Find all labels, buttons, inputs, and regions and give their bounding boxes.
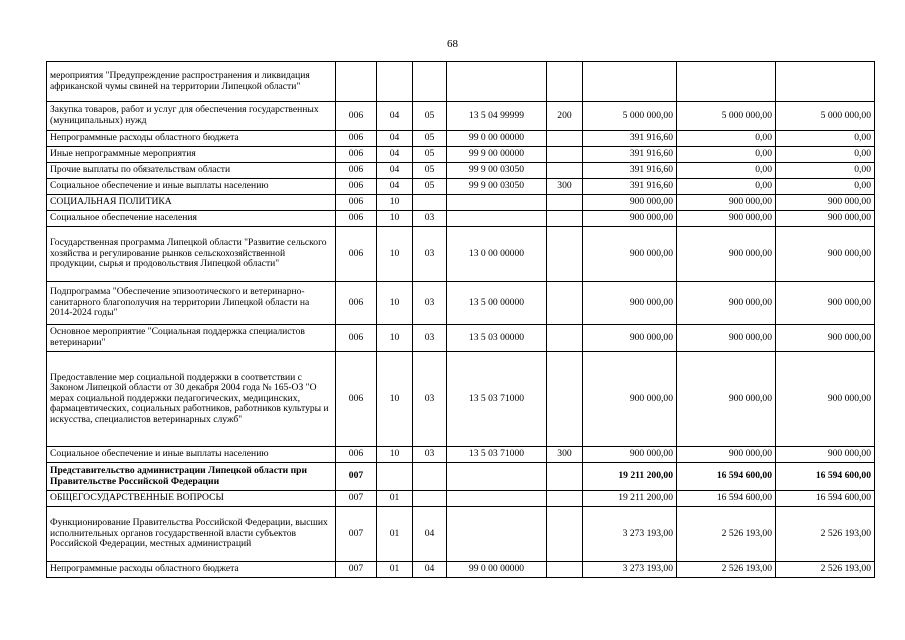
cell-csr: 13 5 00 00000 — [447, 282, 547, 325]
cell-name: Предоставление мер социальной поддержки в соответствии с Законом Липецкой области от 30 декабря 2004 года № 165-ОЗ "О мерах социальной поддержки педагогических, медицинских, фармацевтических, социальных работников, работников культуры и искусства, специалистов ветеринарных служб" — [47, 352, 336, 447]
cell-pr: 03 — [413, 211, 447, 227]
cell-amount-2: 2 526 193,00 — [677, 507, 776, 562]
table-row — [47, 507, 875, 562]
cell-name: Социальное обеспечение населения — [47, 211, 336, 227]
cell-amount-3: 900 000,00 — [776, 325, 875, 352]
cell-amount-2: 2 526 193,00 — [677, 562, 776, 578]
cell-rz — [377, 463, 413, 491]
cell-vr — [547, 163, 583, 179]
cell-rz: 04 — [377, 147, 413, 163]
cell-name: ОБЩЕГОСУДАРСТВЕННЫЕ ВОПРОСЫ — [47, 491, 336, 507]
cell-amount-3: 900 000,00 — [776, 227, 875, 282]
table-row — [47, 352, 875, 447]
table-row — [47, 227, 875, 282]
cell-ved: 006 — [336, 227, 377, 282]
cell-ved: 006 — [336, 179, 377, 195]
cell-amount-1: 19 211 200,00 — [583, 491, 677, 507]
cell-amount-3: 16 594 600,00 — [776, 491, 875, 507]
page-number: 68 — [447, 38, 458, 50]
cell-amount-1: 900 000,00 — [583, 352, 677, 447]
cell-name: Функционирование Правительства Российской Федерации, высших исполнительных органов государственной власти субъектов Российской Федерации, местных администраций — [47, 507, 336, 562]
cell-pr: 03 — [413, 325, 447, 352]
cell-rz: 04 — [377, 179, 413, 195]
cell-vr — [547, 62, 583, 102]
cell-csr — [447, 62, 547, 102]
cell-amount-2: 5 000 000,00 — [677, 102, 776, 131]
cell-ved: 006 — [336, 447, 377, 463]
cell-vr — [547, 282, 583, 325]
cell-pr — [413, 463, 447, 491]
cell-csr: 13 5 03 71000 — [447, 447, 547, 463]
cell-vr — [547, 147, 583, 163]
cell-amount-1: 900 000,00 — [583, 282, 677, 325]
cell-amount-1: 900 000,00 — [583, 211, 677, 227]
cell-name: мероприятия "Предупреждение распространения и ликвидация африканской чумы свиней на территории Липецкой области" — [47, 62, 336, 102]
cell-name: СОЦИАЛЬНАЯ ПОЛИТИКА — [47, 195, 336, 211]
cell-rz: 04 — [377, 131, 413, 147]
cell-name: Закупка товаров, работ и услуг для обеспечения государственных (муниципальных) нужд — [47, 102, 336, 131]
cell-amount-2: 900 000,00 — [677, 282, 776, 325]
cell-vr — [547, 211, 583, 227]
cell-ved: 006 — [336, 102, 377, 131]
cell-amount-2: 16 594 600,00 — [677, 463, 776, 491]
cell-amount-3: 5 000 000,00 — [776, 102, 875, 131]
cell-name: Иные непрограммные мероприятия — [47, 147, 336, 163]
table-row — [47, 325, 875, 352]
table-row — [47, 447, 875, 463]
cell-pr: 05 — [413, 131, 447, 147]
cell-amount-1: 391 916,60 — [583, 179, 677, 195]
cell-csr: 99 9 00 00000 — [447, 147, 547, 163]
cell-pr: 04 — [413, 507, 447, 562]
cell-amount-3: 16 594 600,00 — [776, 463, 875, 491]
cell-amount-2: 0,00 — [677, 131, 776, 147]
cell-pr: 03 — [413, 447, 447, 463]
table-row — [47, 463, 875, 491]
cell-ved: 006 — [336, 163, 377, 179]
cell-amount-2: 900 000,00 — [677, 447, 776, 463]
cell-rz: 10 — [377, 352, 413, 447]
cell-amount-2: 16 594 600,00 — [677, 491, 776, 507]
cell-vr: 300 — [547, 447, 583, 463]
cell-amount-3: 900 000,00 — [776, 352, 875, 447]
cell-pr — [413, 195, 447, 211]
cell-ved: 006 — [336, 325, 377, 352]
cell-rz: 10 — [377, 447, 413, 463]
cell-ved: 007 — [336, 507, 377, 562]
cell-name: Социальное обеспечение и иные выплаты населению — [47, 447, 336, 463]
cell-amount-3: 0,00 — [776, 179, 875, 195]
cell-name: Представительство администрации Липецкой области при Правительстве Российской Федерации — [47, 463, 336, 491]
cell-vr: 300 — [547, 179, 583, 195]
cell-amount-3: 0,00 — [776, 131, 875, 147]
cell-ved: 006 — [336, 147, 377, 163]
cell-vr — [547, 562, 583, 578]
table-row — [47, 491, 875, 507]
cell-csr — [447, 195, 547, 211]
cell-rz: 10 — [377, 282, 413, 325]
cell-amount-2: 900 000,00 — [677, 227, 776, 282]
cell-rz: 10 — [377, 195, 413, 211]
cell-amount-2 — [677, 62, 776, 102]
cell-pr: 05 — [413, 163, 447, 179]
cell-amount-2: 900 000,00 — [677, 352, 776, 447]
cell-csr: 99 0 00 00000 — [447, 131, 547, 147]
cell-amount-1: 5 000 000,00 — [583, 102, 677, 131]
cell-amount-1: 900 000,00 — [583, 227, 677, 282]
cell-ved: 006 — [336, 352, 377, 447]
cell-csr: 13 5 03 00000 — [447, 325, 547, 352]
cell-ved: 006 — [336, 282, 377, 325]
table-row — [47, 102, 875, 131]
cell-pr: 03 — [413, 282, 447, 325]
cell-amount-1: 19 211 200,00 — [583, 463, 677, 491]
budget-table — [46, 61, 875, 578]
cell-rz: 10 — [377, 325, 413, 352]
cell-ved: 007 — [336, 491, 377, 507]
cell-amount-1: 3 273 193,00 — [583, 507, 677, 562]
cell-amount-3: 2 526 193,00 — [776, 562, 875, 578]
cell-amount-3: 0,00 — [776, 147, 875, 163]
cell-ved: 006 — [336, 131, 377, 147]
cell-vr: 200 — [547, 102, 583, 131]
table-row — [47, 163, 875, 179]
cell-amount-2: 0,00 — [677, 163, 776, 179]
cell-name: Непрограммные расходы областного бюджета — [47, 562, 336, 578]
cell-amount-2: 900 000,00 — [677, 211, 776, 227]
cell-amount-3: 0,00 — [776, 163, 875, 179]
table-row — [47, 131, 875, 147]
cell-csr — [447, 463, 547, 491]
cell-ved: 006 — [336, 211, 377, 227]
cell-name: Прочие выплаты по обязательствам области — [47, 163, 336, 179]
cell-vr — [547, 491, 583, 507]
cell-vr — [547, 227, 583, 282]
cell-amount-2: 0,00 — [677, 147, 776, 163]
cell-vr — [547, 325, 583, 352]
cell-amount-1: 391 916,60 — [583, 147, 677, 163]
table-row — [47, 211, 875, 227]
cell-amount-3: 900 000,00 — [776, 195, 875, 211]
cell-csr: 13 5 03 71000 — [447, 352, 547, 447]
cell-name: Государственная программа Липецкой области "Развитие сельского хозяйства и регулирование рынков сельскохозяйственной продукции, сырья и продовольствия Липецкой области" — [47, 227, 336, 282]
cell-amount-2: 900 000,00 — [677, 325, 776, 352]
cell-rz: 01 — [377, 507, 413, 562]
table-row — [47, 147, 875, 163]
cell-pr — [413, 491, 447, 507]
cell-amount-3: 900 000,00 — [776, 211, 875, 227]
cell-rz: 04 — [377, 163, 413, 179]
cell-amount-2: 0,00 — [677, 179, 776, 195]
cell-rz: 01 — [377, 562, 413, 578]
table-row — [47, 179, 875, 195]
cell-pr: 03 — [413, 352, 447, 447]
cell-ved: 007 — [336, 562, 377, 578]
cell-amount-1 — [583, 62, 677, 102]
cell-amount-1: 391 916,60 — [583, 163, 677, 179]
cell-rz: 10 — [377, 227, 413, 282]
cell-amount-1: 900 000,00 — [583, 195, 677, 211]
cell-amount-3: 2 526 193,00 — [776, 507, 875, 562]
table-body — [47, 62, 875, 578]
cell-csr: 13 0 00 00000 — [447, 227, 547, 282]
table-row — [47, 195, 875, 211]
cell-amount-2: 900 000,00 — [677, 195, 776, 211]
cell-csr: 99 9 00 03050 — [447, 163, 547, 179]
cell-rz — [377, 62, 413, 102]
cell-pr: 05 — [413, 147, 447, 163]
cell-pr: 04 — [413, 562, 447, 578]
cell-csr: 13 5 04 99999 — [447, 102, 547, 131]
table-row — [47, 282, 875, 325]
cell-pr: 05 — [413, 102, 447, 131]
cell-vr — [547, 352, 583, 447]
cell-amount-3 — [776, 62, 875, 102]
cell-ved — [336, 62, 377, 102]
cell-amount-1: 391 916,60 — [583, 131, 677, 147]
cell-rz: 10 — [377, 211, 413, 227]
cell-csr — [447, 211, 547, 227]
cell-name: Основное мероприятие "Социальная поддержка специалистов ветеринарии" — [47, 325, 336, 352]
cell-pr — [413, 62, 447, 102]
cell-amount-3: 900 000,00 — [776, 447, 875, 463]
cell-csr: 99 9 00 03050 — [447, 179, 547, 195]
cell-pr: 05 — [413, 179, 447, 195]
cell-name: Подпрограмма "Обеспечение эпизоотического и ветеринарно-санитарного благополучия на территории Липецкой области на 2014-2024 годы" — [47, 282, 336, 325]
cell-rz: 04 — [377, 102, 413, 131]
cell-ved: 007 — [336, 463, 377, 491]
table-row — [47, 562, 875, 578]
cell-csr — [447, 507, 547, 562]
cell-rz: 01 — [377, 491, 413, 507]
cell-csr — [447, 491, 547, 507]
cell-vr — [547, 131, 583, 147]
cell-ved: 006 — [336, 195, 377, 211]
cell-vr — [547, 507, 583, 562]
cell-csr: 99 0 00 00000 — [447, 562, 547, 578]
cell-vr — [547, 463, 583, 491]
cell-name: Социальное обеспечение и иные выплаты населению — [47, 179, 336, 195]
cell-vr — [547, 195, 583, 211]
cell-amount-1: 900 000,00 — [583, 325, 677, 352]
cell-amount-3: 900 000,00 — [776, 282, 875, 325]
cell-name: Непрограммные расходы областного бюджета — [47, 131, 336, 147]
cell-amount-1: 3 273 193,00 — [583, 562, 677, 578]
cell-pr: 03 — [413, 227, 447, 282]
cell-amount-1: 900 000,00 — [583, 447, 677, 463]
table-row — [47, 62, 875, 102]
